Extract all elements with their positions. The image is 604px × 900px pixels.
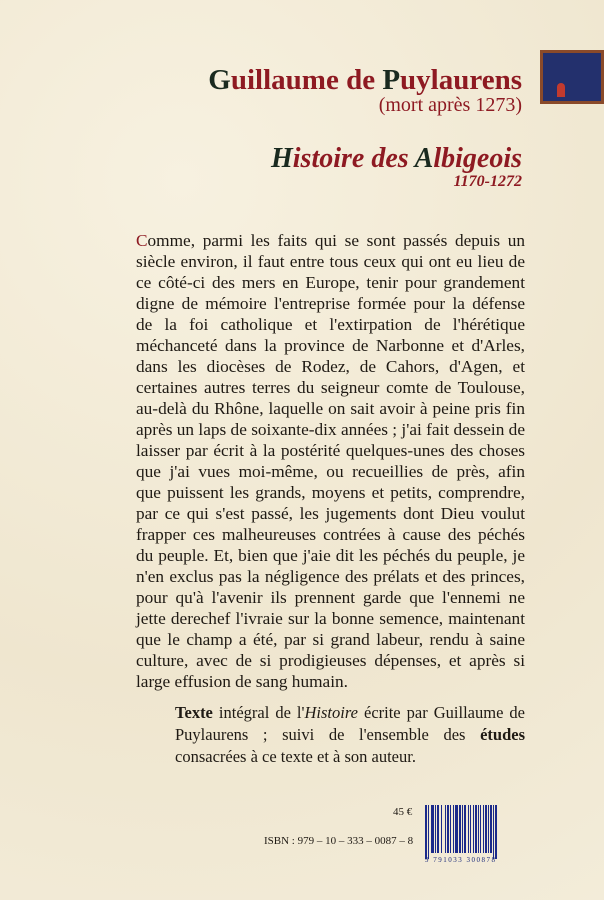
excerpt-line: méchanceté dans la province de Narbonne et d'Arles, [136,336,525,355]
excerpt-line: large effusion de sang humain. [136,672,348,691]
excerpt-line: culture, avec de si prodigieuses dépenses, et après si [136,651,525,670]
barcode [425,805,521,855]
excerpt-line: digne de mémoire l'entreprise formée pour la défense [136,294,525,313]
excerpt-line: frapper ces malheureuses contrées à cause des péchés [136,525,525,544]
excerpt-line: du peuple. Et, bien que j'aie dit les péchés du peuple, je [136,546,525,565]
book-period: 1170-1272 [453,173,522,190]
book-title: Histoire des Albigeois [271,143,522,174]
excerpt-line: laisser par écrit à la postérité quelques-unes des choses [136,441,525,460]
excerpt-line: ce côté-ci des mers en Europe, tenir pour grandement [136,273,525,292]
description-note [175,702,525,768]
excerpt-line: n'en exclus pas la négligence des prélats et des princes, [136,567,525,586]
barcode-bar [495,805,497,859]
isbn: ISBN : 979 – 10 – 333 – 0087 – 8 [264,835,414,847]
excerpt-line: que puissent les grands, moyens et petits, comprendre, [136,483,525,502]
excerpt-line: dans les diocèses de Rodez, de Cahors, d'Agen, et [136,357,525,376]
excerpt-line: siècle environ, il faut entre tous ceux qui ont eu lieu de [136,252,525,271]
note-text: écrite par Guillaume de Puylaurens ; suivi de l'ensemble des [175,703,525,744]
note-text: intégral de l' [212,703,305,722]
excerpt-line: pour qu'à l'avenir ils prennent garde que l'ennemi ne [136,588,525,607]
miniature-illustration [540,50,604,104]
price: 45 € [393,806,413,818]
author-name: Guillaume de Puylaurens [208,64,522,96]
barcode-digits: 9 791033 300878 [425,856,497,864]
author-dates: (mort après 1273) [378,94,522,116]
note-text: consacrées à ce texte et à son auteur. [175,747,416,766]
excerpt-line: au-delà du Rhône, laquelle on sait avoir à peine pris fin [136,399,525,418]
excerpt-line: Comme, parmi les faits qui se sont passés depuis un [136,231,525,250]
excerpt-line: après un laps de soixante-dix années ; j'ai fait dessein de [136,420,525,439]
excerpt-text [136,230,525,692]
excerpt-line: certaines autres terres du seigneur comte de Toulouse, [136,378,525,397]
excerpt-line: jette derechef l'ivraie sur la bonne semence, maintenant [136,609,525,628]
excerpt-line: que j'ai vues moi-même, ou recueillies de près, afin [136,462,525,481]
note-bold: études [480,725,525,744]
note-italic: Histoire [304,703,358,722]
excerpt-line: par ce qui s'est passé, les jugements dont Dieu voulut [136,504,525,523]
excerpt-line: que le champ a été, par si grand labeur, rendu à saine [136,630,525,649]
excerpt-line: de la foi catholique et l'extirpation de l'hérétique [136,315,525,334]
note-bold: Texte [175,703,213,722]
